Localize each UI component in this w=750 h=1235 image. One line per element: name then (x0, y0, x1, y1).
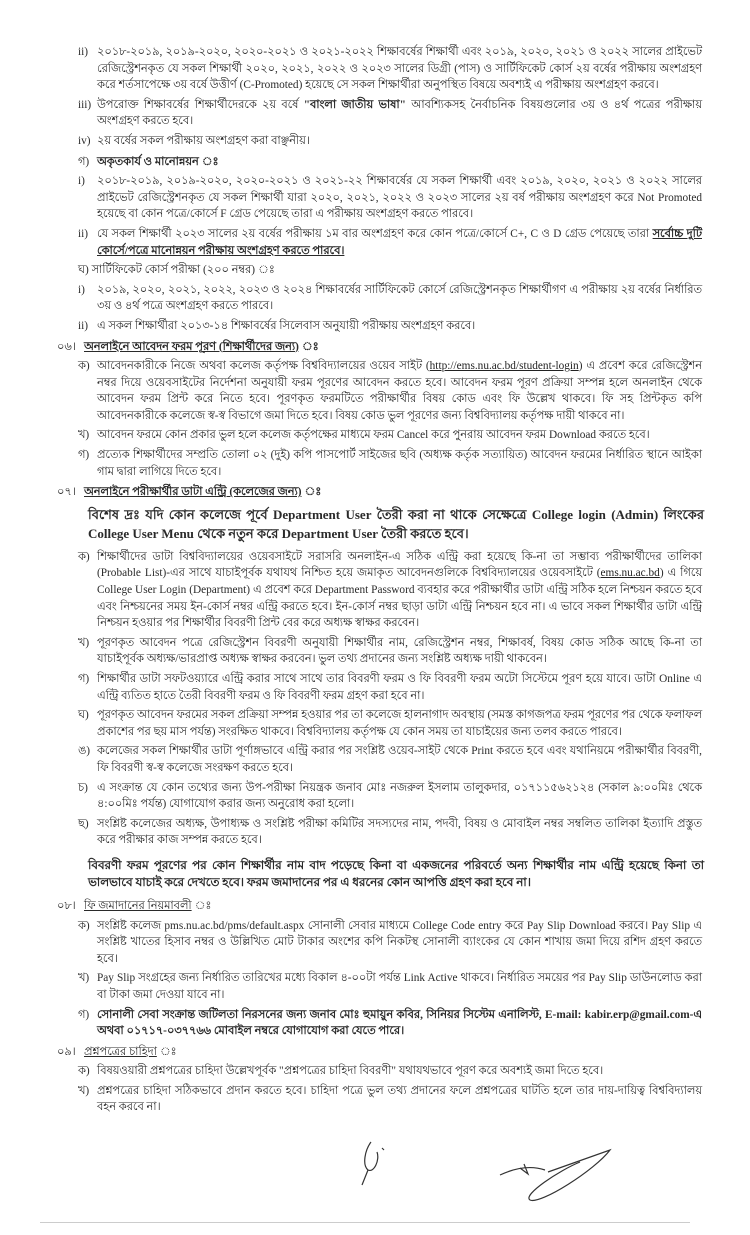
text-segment: পূরণকৃত আবেদন ফরমের সকল প্রক্রিয়া সম্পন্ন হওয়ার পর তা কলেজে হালনাগাদ অবস্থায় (সমস্ত কাগজপত্র ফরম পূরণের পর থেকে ফলাফল প্রকাশের পর ছয় মাস পর্যন্ত) সংরক্ষিত থাকবে। বিশ্ববিদ্যালয় কর্তৃপক্ষ যে কোন সময় তা যাচাইয়ের জন্য তলব করতে পারবে। (97, 709, 702, 738)
special-note (0, 505, 750, 543)
list-item (0, 635, 750, 668)
text-segment: বিবরণী ফরম পূরণের পর কোন শিক্ষার্থীর নাম বাদ পড়েছে কিনা বা একজনের পরিবর্তে অন্য শিক্ষার্থীর নাম এন্ট্রি হয়েছে কিনা তা ভালভাবে যাচাই করে দেখতে হবে। ফরম জমাদানের পর এ ধরনের কোন আপত্তি গ্রহণ করা হবে না। (88, 857, 704, 890)
list-item (0, 816, 750, 849)
item-marker: খ) (78, 1084, 90, 1097)
signature-left (362, 1142, 384, 1185)
website-link[interactable]: http://ems.nu.ac.bd/student-login (429, 360, 579, 373)
list-item (0, 707, 750, 740)
text-segment: শিক্ষার্থীর ডাটা সফটওয়্যারে এন্ট্রি করার সাথে সাথে তার বিবরণী ফরম ও ফি বিবরণী ফরম অটো সিস্টেমে পূরণ হয়ে যাবে। ডাটা Online এ এন্ট্রি ব্যতিত হাতে তৈরী বিবরণী ফরম ও ফি বিবরণী ফরম গ্রহণ করা হবে না। (97, 673, 702, 702)
item-marker: খ) (78, 429, 90, 442)
item-marker: ক) (78, 360, 90, 373)
list-item (0, 1083, 750, 1116)
subsection-heading (0, 262, 750, 279)
text-segment: বিষয়ওয়ারী প্রশ্নপত্রের চাহিদা উল্লেখপূর্বক "প্রশ্নপত্রের চাহিদা বিবরণী" যথাযথভাবে পূরণ করে অবশ্যই জমা দিতে হবে। (97, 1065, 604, 1078)
text-segment: সংশ্লিষ্ট কলেজের অধ্যক্ষ, উপাধ্যক্ষ ও সংশ্লিষ্ট পরীক্ষা কমিটির সদস্যদের নাম, পদবী, বিষয় ও মোবাইল নম্বর সম্বলিত তালিকা ইত্যাদি প্রস্তুত করে পরীক্ষার কাজ সম্পন্ন করতে হবে। (97, 817, 702, 847)
section-heading (0, 898, 750, 915)
item-marker: ০৭। (57, 486, 76, 499)
signature-right (500, 1150, 610, 1200)
signatures (0, 1140, 750, 1220)
item-marker: গ) (78, 673, 90, 685)
item-marker: ii) (78, 46, 89, 58)
text-segment: প্রত্যেক শিক্ষার্থীদের সম্প্রতি তোলা ০২ (দুই) কপি পাসপোর্ট সাইজের ছবি (অধ্যক্ষ কর্তৃক সত্যায়িত) আবেদন ফরমের নির্ধারিত স্থানে আইকা গাম দ্বারা লাগিয়ে দিতে হবে। (97, 449, 702, 478)
list-item (0, 282, 750, 315)
text-segment: Pay Slip সংগ্রহের জন্য নির্ধারিত তারিখের মধ্যে বিকাল ৪-০০টা পর্যন্ত Link Active থাকবে। নির্ধারিত সময়ের পর Pay Slip ডাউনলোড করা বা টাকা জমা দেওয়া যাবে না। (97, 972, 702, 1001)
text-segment: সংশ্লিষ্ট কলেজ pms.nu.ac.bd/pms/default.aspx সোনালী সেবার মাধ্যমে College Code entry করে Pay Slip Download করবে। Pay Slip এ সংশ্লিষ্ট খাতের হিসাব নম্বর ও উল্লিখিত মোট টাকার অংশের কপি নিকটস্থ সোনালী ব্যাংকের যে কোন শাখায় জমা দিয়ে রশিদ গ্রহণ করতে হবে। (97, 919, 702, 965)
list-item (0, 970, 750, 1003)
list-item (0, 918, 750, 968)
list-item (0, 427, 750, 444)
list-item (0, 97, 750, 130)
list-item (0, 44, 750, 94)
list-item (0, 173, 750, 223)
text-segment: ২০১৮-২০১৯, ২০১৯-২০২০, ২০২০-২০২১ ও ২০২১-২২ শিক্ষাবর্ষের যে সকল শিক্ষার্থী এবং ২০১৯, ২০২০, ২০২১ ও ২০২২ সালের প্রাইভেট রেজিস্ট্রেশনকৃত যে সকল শিক্ষার্থী যারা ২০২০, ২০২১, ২০২২ ও ২০২৩ সালের ২য় বর্ষ পরীক্ষায় অংশগ্রহণ করে Not Promoted হয়েছে বা কোন পত্রে/কোর্সে F গ্রেড পেয়েছে তারা এ পরীক্ষায় অংশগ্রহণ করতে পারবে। (97, 175, 702, 221)
list-item (0, 226, 750, 259)
text-segment: কলেজের সকল শিক্ষার্থীর ডাটা পূর্ণাঙ্গভাবে এন্ট্রি করার পর সংশ্লিষ্ট ওয়েব-সাইট থেকে Print করতে হবে এবং যথানিয়মে পরীক্ষার্থীর বিবরণী, ফি বিবরণী স্ব-স্ব কলেজে সংরক্ষণ করতে হবে। (97, 745, 702, 774)
item-marker: খ) (78, 636, 90, 649)
section-heading (0, 1044, 750, 1061)
text-segment: এ সকল শিক্ষার্থীরা ২০১৩-১৪ শিক্ষাবর্ষের সিলেবাস অনুযায়ী পরীক্ষায় অংশগ্রহণ করবে। (97, 319, 476, 332)
text-segment: যে সকল শিক্ষার্থী ২০২৩ সালের ২য় বর্ষের পরীক্ষায় ১ম বার অংশগ্রহণ করে কোন পত্রে/কোর্সে C+, C ও D গ্রেড পেয়েছে তারা (97, 227, 653, 240)
text-segment: এ সংক্রান্ত যে কোন তথ্যের জন্য উপ-পরীক্ষা নিয়ন্ত্রক জনাব মোঃ নজরুল ইসলাম তালুকদার, ০১৭১১৫৬২১২৪ (সকাল ৯:০০মিঃ থেকে ৪:০০মিঃ পর্যন্ত) যোগাযোগ করার জন্য অনুরোধ করা হলো। (97, 781, 702, 811)
list-item (0, 549, 750, 632)
section-heading (0, 339, 750, 356)
text-segment: অকৃতকার্য ও মানোন্নয়ন ঃ (97, 155, 219, 168)
list-item (0, 358, 750, 424)
item-marker: i) (78, 283, 85, 296)
item-marker: ক) (78, 550, 90, 563)
text-segment: অনলাইনে পরীক্ষার্থীর ডাটা এন্ট্রি (কলেজের জন্য) (84, 486, 302, 499)
text-segment: ঘ) সার্টিফিকেট কোর্স পরীক্ষা (২০০ নম্বর) ঃ (78, 264, 275, 277)
document-body (0, 44, 750, 1119)
text-segment: প্রশ্নপত্রের চাহিদা (84, 1045, 157, 1058)
item-marker: খ) (78, 972, 90, 985)
item-marker: ii) (78, 227, 89, 240)
item-marker: গ) (78, 155, 90, 168)
item-marker: ঙ) (78, 745, 91, 758)
item-marker: iii) (78, 98, 92, 111)
list-item (0, 743, 750, 776)
subsection-heading (0, 154, 750, 171)
text-segment: "বাংলা জাতীয় ভাষা" (303, 98, 406, 111)
text-segment: ঃ (191, 899, 212, 912)
list-item (0, 1007, 750, 1040)
item-marker: i) (78, 175, 85, 188)
text-segment: সোনালী সেবা সংক্রান্ত জটিলতা নিরসনের জন্য জনাব মোঃ হুমায়ুন কবির, সিনিয়র সিস্টেম এনালিস্ট, E-mail: kabir.erp@gmail.com-এ অথবা ০১৭১৭-০৩৭৭৬৬ মোবাইল নম্বরে যোগাযোগ করা যেতে পারে। (97, 1008, 702, 1038)
special-note (0, 857, 750, 892)
item-marker: ০৯। (57, 1045, 76, 1058)
list-item (0, 133, 750, 150)
list-item (0, 1063, 750, 1080)
item-marker: গ) (78, 449, 90, 462)
text-segment: ফি জমাদানের নিয়মাবলী (84, 899, 192, 912)
text-segment: ঃ (301, 486, 322, 499)
website-link[interactable]: ems.nu.ac.bd (600, 567, 660, 580)
item-marker: iv) (78, 134, 91, 147)
list-item (0, 318, 750, 335)
text-segment: ঃ (298, 340, 319, 353)
text-segment: ) এ গিয়ে College User Login (Department) এ প্রবেশ করে Department Password ব্যবহার করে পরীক্ষার্থীর ডাটা এন্ট্রি সঠিক হলে নিশ্চয়ন করতে হবে এবং নিশ্চয়নের সময় ইন-কোর্স নম্বর এন্ট্রি করতে হবে। ইন-কোর্স নম্বর ছাড়া ডাটা এন্ট্রি নিশ্চয়ন হবে না। এ ভাবে সকল শিক্ষার্থীর ডাটা এন্ট্রি নিশ্চয়ন হওয়ার পর শিক্ষার্থীর বিবরণী প্রিন্ট বের করে অধ্যক্ষ স্বাক্ষর করবেন। (97, 567, 702, 630)
item-marker: চ) (78, 781, 88, 794)
text-segment: শিক্ষার্থীদের ডাটা বিশ্ববিদ্যালয়ের ওয়েবসাইটে সরাসরি অনলাইন-এ সঠিক এন্ট্রি করা হয়েছে কি-না তা সম্ভাব্য পরীক্ষার্থীদের তালিকা (Probable List)-এর সাথে যাচাইপূর্বক যথাযথ নিশ্চিত হয়ে জমাকৃত আবেদনগুলিকে বিশ্ববিদ্যালয়ের ওয়েবসাইটে ( (97, 550, 702, 580)
text-segment: ২য় বর্ষের সকল পরীক্ষায় অংশগ্রহণ করা বাঞ্ছনীয়। (97, 134, 310, 147)
item-marker: ক) (78, 1065, 90, 1078)
text-segment: ২০১৮-২০১৯, ২০১৯-২০২০, ২০২০-২০২১ ও ২০২১-২০২২ শিক্ষাবর্ষের শিক্ষার্থী এবং ২০১৯, ২০২০, ২০২১ ও ২০২২ সালের প্রাইভেট রেজিস্ট্রেশনকৃত যে সকল শিক্ষার্থী ২০২০, ২০২১, ২০২২ ও ২০২৩ সালের ডিগ্রী (পাস) ও সার্টিফিকেট কোর্স ২য় বর্ষের পরীক্ষায় অংশগ্রহণ করে শর্তসাপেক্ষে ৩য় বর্ষে উত্তীর্ণ (C-Promoted) হয়েছে সে সকল শিক্ষার্থীরা অনুপস্থিত বিষয়ে অবশ্যই এ পরীক্ষায় অংশগ্রহণ করবে। (97, 46, 702, 92)
item-marker: ০৮। (57, 899, 76, 912)
item-marker: গ) (78, 1008, 90, 1021)
text-segment: পূরণকৃত আবেদন পত্রে রেজিস্ট্রেশন বিবরণী অনুযায়ী শিক্ষার্থীর নাম, রেজিস্ট্রেশন নম্বর, শিক্ষাবর্ষ, বিষয় কোড সঠিক আছে কি-না তা যাচাইপূর্বক অধ্যক্ষ/ভারপ্রাপ্ত অধ্যক্ষ স্বাক্ষর করবেন। ভুল তথ্য প্রদানের জন্য সংশ্লিষ্ট অধ্যক্ষ দায়ী থাকবেন। (97, 636, 702, 666)
section-heading (0, 484, 750, 501)
item-marker: ii) (78, 319, 89, 332)
text-segment: আবেদনকারীকে নিজে অথবা কলেজ কর্তৃপক্ষ বিশ্ববিদ্যালয়ের ওয়েব সাইট ( (97, 360, 430, 373)
text-segment: উপরোক্ত শিক্ষাবর্ষের শিক্ষার্থীদেরকে ২য় বর্ষে (97, 98, 304, 111)
item-marker: ঘ) (78, 709, 89, 722)
list-item (0, 780, 750, 813)
text-segment: প্রশ্নপত্রের চাহিদা সঠিকভাবে প্রদান করতে হবে। চাহিদা পত্রে ভুল তথ্য প্রদানের ফলে প্রশ্নপত্রের ঘাটতি হলে তার দায়-দায়িত্ব বিশ্ববিদ্যালয় বহন করবে না। (97, 1084, 702, 1114)
text-segment: আবশ্যিকসহ নৈর্বাচনিক বিষয়গুলোর ৩য় ও ৪র্থ পত্রের পরীক্ষায় অংশগ্রহণ করতে হবে। (97, 98, 702, 128)
page-bottom-edge (40, 1222, 690, 1223)
text-segment: অনলাইনে আবেদন ফরম পূরণ (শিক্ষার্থীদের জন্য) (84, 340, 299, 353)
list-item (0, 671, 750, 704)
item-marker: ছ) (78, 817, 89, 830)
text-segment: ) এ প্রবেশ করে রেজিস্ট্রেশন নম্বর দিয়ে ওয়েবসাইটের নির্দেশনা অনুযায়ী ফরম পূরণের আবেদন করতে হবে। আবেদন ফরম পূরণ প্রক্রিয়া সম্পন্ন হলে অনলাইন থেকে আবেদন ফরম প্রিন্ট করে নিতে হবে। পূরণকৃত ফরমটিতে পরীক্ষার্থীর বিষয় কোড এবং ফি উল্লেখ থাকবে। ফি সহ প্রিন্টকৃত কপি আবেদনকারীকে কলেজে স্ব-স্ব বিভাগে জমা দিতে হবে। বিষয় কোড ভুল পূরণের জন্য বিশ্ববিদ্যালয় কর্তৃপক্ষ দায়ী থাকবে না। (97, 360, 702, 422)
text-segment: আবেদন ফরমে কোন প্রকার ভুল হলে কলেজ কর্তৃপক্ষের মাধ্যমে ফরম Cancel করে পুনরায় আবেদন ফরম Download করতে হবে। (97, 429, 650, 442)
list-item (0, 447, 750, 480)
item-marker: ক) (78, 919, 90, 932)
text-segment: ঃ (156, 1045, 177, 1058)
item-marker: ০৬। (57, 340, 76, 353)
text-segment: সর্বোচ্চ দুটি কোর্সে/পত্রে মানোন্নয়ন পরীক্ষায় অংশগ্রহণ করতে পারবে। (97, 227, 702, 257)
text-segment: ২০১৯, ২০২০, ২০২১, ২০২২, ২০২৩ ও ২০২৪ শিক্ষাবর্ষের সার্টিফিকেট কোর্সে রেজিস্ট্রেশনকৃত শিক্ষার্থীগণ এ পরীক্ষায় ২য় বর্ষের নির্ধারিত ৩য় ও ৪র্থ পত্রে অংশগ্রহণ করতে পারবে। (97, 283, 702, 313)
text-segment: বিশেষ দ্রঃ যদি কোন কলেজে পূর্বে Department User তৈরী করা না থাকে সেক্ষেত্রে College login (Admin) লিংকের College User Menu থেকে নতুন করে Department User তৈরী করতে হবে। (88, 506, 704, 541)
